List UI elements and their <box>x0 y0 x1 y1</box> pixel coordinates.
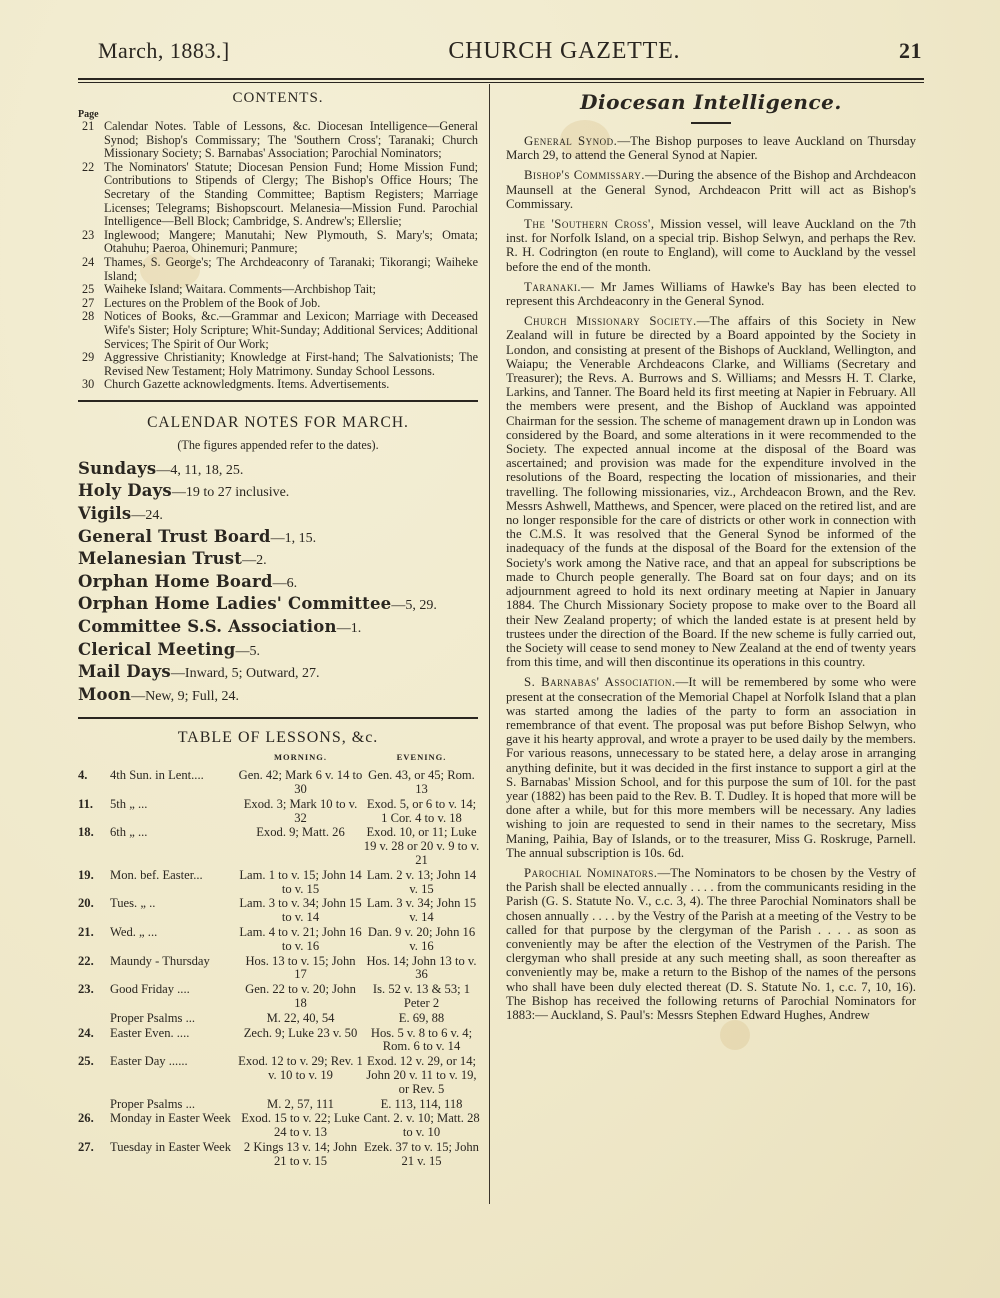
calendar-label: Moon <box>78 684 132 704</box>
lesson-evening: Exod. 5, or 6 to v. 14; 1 Cor. 4 to v. 18 <box>366 796 477 825</box>
lesson-day: Tues. „ .. <box>110 896 156 911</box>
calendar-item <box>78 481 478 504</box>
contents-page: 28 <box>82 309 95 324</box>
contents-text: Calendar Notes. Table of Lessons, &c. Diocesan Intelligence—General Synod; Bishop's Commissary; The 'Southern Cross'; Taranaki; Church Missionary Society; S. Barnabas' Association; Parochial Nominators; <box>104 119 478 161</box>
calendar-value: —1, 15. <box>270 530 317 546</box>
lesson-morning: Gen. 22 to v. 20; John 18 <box>245 982 356 1010</box>
news-text: —The Bishop purposes to leave Auckland on Thursday March 29, to attend the General Synod at Napier. <box>506 134 916 163</box>
lesson-date: 20. <box>78 896 94 911</box>
contents-title: CONTENTS. <box>232 90 324 106</box>
calendar-item <box>78 527 478 550</box>
lesson-evening: Is. 52 v. 13 & 53; 1 Peter 2 <box>372 982 471 1010</box>
calendar-item <box>78 549 478 572</box>
lesson-day: 6th „ ... <box>110 825 148 840</box>
section-rule <box>78 717 478 719</box>
contents-page: 22 <box>82 159 95 174</box>
news-heading: The 'Southern Cross', <box>524 217 655 232</box>
news-paragraph <box>506 168 916 211</box>
lessons-row <box>78 869 480 898</box>
contents-page: 25 <box>82 282 95 297</box>
lesson-date: 25. <box>78 1054 94 1069</box>
lesson-date: 26. <box>78 1111 94 1126</box>
news-text: Mission vessel, will leave Auckland on the 7th inst. for Norfolk Island, on a special trip. Bishop Selwyn, and perhaps the Rev. R. H. Codrington (en route to England), will come to Auckland by the vessel before the end of the month. <box>506 217 917 274</box>
calendar-item <box>78 640 478 663</box>
calendar-label: General Trust Board <box>78 526 271 546</box>
lesson-morning: Zech. 9; Luke 23 v. 50 <box>243 1025 358 1040</box>
news-heading: Church Missionary Society. <box>524 314 697 329</box>
lesson-day: Maundy - Thursday <box>110 953 210 968</box>
lessons-row <box>78 1112 480 1141</box>
contents-text: Thames, S. George's; The Archdeaconry of Taranaki; Tikorangi; Waiheke Island; <box>104 254 478 283</box>
lessons-row <box>78 769 480 798</box>
lesson-day: Proper Psalms ... <box>110 1096 196 1111</box>
lessons-row <box>78 1012 480 1027</box>
lesson-day: 5th „ ... <box>110 796 148 811</box>
contents-item <box>78 283 478 297</box>
news-text: —During the absence of the Bishop and Archdeacon Maunsell at the General Synod, Archdeacon Pritt will act as Bishop's Commissary. <box>506 168 916 211</box>
contents-item <box>78 297 478 311</box>
contents-text: Notices of Books, &c.—Grammar and Lexicon; Marriage with Deceased Wife's Sister; Holy Scripture; Whit-Sunday; Additional Services; Additional Services; The Spirit of Our Work; <box>104 309 478 351</box>
news-heading: S. Barnabas' Association. <box>524 675 676 690</box>
calendar-list <box>78 459 478 708</box>
lessons-row <box>78 897 480 926</box>
calendar-item <box>78 459 478 482</box>
lesson-morning: Exod. 15 to v. 22; Luke 24 to v. 13 <box>241 1111 360 1140</box>
contents-item <box>78 351 478 378</box>
contents-page-label: Page <box>78 109 99 120</box>
lesson-date: 11. <box>78 796 94 811</box>
lesson-morning: M. 2, 57, 111 <box>267 1096 334 1111</box>
news-text: —The affairs of this Society in New Zealand will in future be directed by a Board appointed by the Society in London, and consisting at present of the Bishops of Auckland, Wellington, and Waiapu; the Venerable Archdeacons Clarke, and Williams (Secretary and Treasurer); the Revs. A. Burrows and S. Williams; and Messrs H. T. Clarke, Larkins, and Tanner. The Board held its first meeting at Napier in February. All the members were present, and the Bishop of Auckland was appointed Chairman for the session. The scheme of management drawn up in London was considered by the Board, and some alterations in it were recommended to the Society. The expected annual income at the disposal of the Board was ascertained; and provision was made for the expenditure involved in the resolutions of the Board, respecting the location of missionaries, and their travelling. The following missionaries, viz., Archdeacon Brown, and the Rev. Messrs Ashwell, Matthews, and Spencer, were placed on the retired list, and are no longer responsible for the care of districts or other work in connection with the C.M.S. It was resolved that the General Synod be informed of the inadequacy of the funds at the disposal of the Board for the extension of the Society's work among the Native race, and that an appeal for subscriptions be made to Church people generally. The Board sat on four days; and on its adjournment agreed to hold its next ordinary meeting at Napier in January 1884. The Church Missionary Society propose to make over to the Board all their New Zealand property; of which the landed estate is at present held by trustees under the direction of the Board. If the new scheme is fully carried out, the Society will cease to send money to New Zealand at the end of twenty years from this time, and will then discontinue its operations in this country. <box>506 314 916 670</box>
lesson-evening: E. 69, 88 <box>398 1010 445 1025</box>
contents-page: 30 <box>82 377 95 392</box>
contents-page: 29 <box>82 350 95 365</box>
page-number: 21 <box>898 38 922 63</box>
contents-text: Church Gazette acknowledgments. Items. Advertisements. <box>104 377 390 392</box>
lesson-morning: 2 Kings 13 v. 14; John 21 to v. 15 <box>243 1139 358 1168</box>
calendar-value: —5, 29. <box>391 598 437 614</box>
lesson-date: 21. <box>78 924 94 939</box>
lesson-evening: Hos. 14; John 13 to v. 36 <box>366 953 477 982</box>
contents-text: Lectures on the Problem of the Book of Job. <box>104 295 321 310</box>
contents-text: Inglewood; Mangere; Manutahi; New Plymouth, S. Mary's; Omata; Otahuhu; Paeroa, Ohinemuri; Panmure; <box>104 227 478 256</box>
column-divider <box>489 84 490 1204</box>
calendar-label: Sundays <box>78 458 157 478</box>
contents-text: Waiheke Island; Waitara. Comments—Archbishop Tait; <box>104 282 376 297</box>
news-text: —It will be remembered by some who were present at the consecration of the Memorial Chapel at Norfolk Island that a plan was started among the ladies of the party to form an association in remembrance of that event. The proposal was put before Bishop Selwyn, who gave it his hearty approval, and wrote a prayer to be used daily by the members. For various reasons, unnecessary to be stated here, a delay arose in arranging anything definite, but it was decided in the first instance to support a girl at the S. Barnabas' Mission School, and for this purpose the sum of 10l. for the past year (1882) has been paid to the Rev. B. T. Dudley. It is hoped that more will be done after a while, but for this more members will be necessary. Any ladies wishing to join are requested to send in their names to the secretary, Miss Maning, Paihia, Bay of Islands, or to the treasurer, Miss G. Roskruge, Parnell. The annual subscription is 10s. 6d. <box>506 675 917 860</box>
calendar-label: Holy Days <box>78 481 172 501</box>
calendar-title: CALENDAR NOTES FOR MARCH. <box>147 413 409 431</box>
left-column <box>78 86 478 1170</box>
calendar-value: —24. <box>131 508 163 524</box>
lessons-row <box>78 955 480 984</box>
diocesan-title: Diocesan Intelligence. <box>580 90 842 114</box>
lesson-morning: Exod. 9; Matt. 26 <box>256 825 345 840</box>
calendar-item <box>78 662 478 685</box>
contents-item <box>78 161 478 229</box>
news-text: — Mr James Williams of Hawke's Bay has been elected to represent this Archdeaconry in the General Synod. <box>506 279 916 309</box>
lesson-evening: Exod. 10, or 11; Luke 19 v. 28 or 20 v. 9 to v. 21 <box>363 825 480 867</box>
lessons-row <box>78 926 480 955</box>
lesson-date <box>78 1012 110 1027</box>
news-heading: Taranaki. <box>524 279 582 294</box>
lesson-day: Easter Day ...... <box>110 1054 188 1069</box>
calendar-value: —New, 9; Full, 24. <box>131 688 240 704</box>
lessons-row <box>78 1055 480 1097</box>
calendar-item <box>78 572 478 595</box>
calendar-label: Orphan Home Board <box>78 571 273 591</box>
lesson-day: Wed. „ ... <box>110 924 158 939</box>
lesson-date: 19. <box>78 867 94 882</box>
contents-page: 21 <box>82 119 95 133</box>
lessons-row <box>78 1141 480 1170</box>
lesson-date: 22. <box>78 953 94 968</box>
header-rule <box>78 78 924 83</box>
news-text: —The Nominators to be chosen by the Vestry of the Parish shall be elected annually . . . . from the communicants residing in the Parish (G. S. Statute No. V., c.c. 3, 4). The three Parochial Nominators shall be chosen annually . . . . by the Vestry of the Parish at a meeting of the Vestry to be called for that purpose by the clergyman of the Parish . . . . as soon as conveniently may be after the election of the Vestrymen of the Parish. The clergyman who shall preside at any such meeting shall, as soon thereafter as conveniently may be, make a return to the Bishop of the names of the persons who shall have been duly elected thereat (D. S. Statute No. 1, c.c. 7, 10, 16). The Bishop has received the following returns of Parochial Nominators for 1883:— Auckland, S. Paul's: Messrs Stephen Edward Hughes, Andrew <box>506 865 916 1022</box>
contents-page: 27 <box>82 295 95 310</box>
lesson-evening: Ezek. 37 to v. 15; John 21 v. 15 <box>364 1139 479 1168</box>
news-paragraph <box>506 675 916 860</box>
contents-item <box>78 256 478 283</box>
lesson-morning: Exod. 3; Mark 10 to v. 32 <box>243 796 358 825</box>
calendar-label: Clerical Meeting <box>78 639 236 659</box>
running-head <box>98 38 922 72</box>
news-paragraph <box>506 280 916 308</box>
section-rule <box>78 400 478 402</box>
news-paragraph <box>506 217 916 274</box>
lesson-day: Mon. bef. Easter... <box>110 867 203 882</box>
contents-text: The Nominators' Statute; Diocesan Pension Fund; Home Mission Fund; Contributions to Stipends of Clergy; The Bishop's Office Hours; The Secretary of the Standing Committee; Baptism Registers; Marriage Licenses; Telegrams; Bishopscourt. Melanesia—Mission Fund. Parochial Intelligence—Bell Block; Cambridge, S. Andrew's; Ellerslie; <box>104 159 478 229</box>
calendar-label: Melanesian Trust <box>78 549 243 569</box>
lesson-date: 4. <box>78 768 88 783</box>
lesson-date <box>78 1098 110 1113</box>
lesson-evening: Dan. 9 v. 20; John 16 v. 16 <box>367 924 476 953</box>
lesson-date: 18. <box>78 825 94 840</box>
lessons-row <box>78 826 480 868</box>
morning-header: MORNING. <box>273 752 328 763</box>
news-heading: Parochial Nominators. <box>524 865 658 880</box>
calendar-label: Vigils <box>78 504 132 524</box>
issue-date: March, 1883.] <box>98 38 230 63</box>
lessons-row <box>78 798 480 827</box>
lesson-date: 27. <box>78 1139 94 1154</box>
news-heading: General Synod. <box>524 134 618 148</box>
news-heading: Bishop's Commissary. <box>524 168 645 183</box>
calendar-value: —6. <box>272 575 298 591</box>
lesson-evening: Cant. 2. v. 10; Matt. 28 to v. 10 <box>363 1111 480 1140</box>
contents-item <box>78 310 478 351</box>
lessons-table <box>78 749 480 1169</box>
calendar-label: Mail Days <box>78 662 171 682</box>
calendar-value: —5. <box>235 643 260 659</box>
lesson-morning: Lam. 1 to v. 15; John 14 to v. 15 <box>239 867 362 896</box>
contents-page: 24 <box>82 254 95 269</box>
lesson-date: 24. <box>78 1025 94 1040</box>
lesson-morning: Hos. 13 to v. 15; John 17 <box>245 953 356 982</box>
lesson-evening: E. 113, 114, 118 <box>380 1096 463 1111</box>
title-rule <box>691 122 731 124</box>
contents-page: 23 <box>82 227 95 242</box>
contents-item <box>78 229 478 256</box>
publication-title: CHURCH GAZETTE. <box>448 38 681 64</box>
lesson-day: Proper Psalms ... <box>110 1010 196 1025</box>
calendar-value: —1. <box>336 621 362 637</box>
lesson-morning: Lam. 3 to v. 34; John 15 to v. 14 <box>239 896 362 925</box>
lesson-evening: Gen. 43, or 45; Rom. 13 <box>368 768 475 796</box>
lesson-morning: Gen. 42; Mark 6 v. 14 to 30 <box>238 768 363 796</box>
lesson-evening: Lam. 2 v. 13; John 14 v. 15 <box>366 867 477 896</box>
lesson-day: Easter Even. .... <box>110 1025 190 1040</box>
lessons-row <box>78 1098 480 1113</box>
lesson-day: Tuesday in Easter Week <box>110 1139 232 1154</box>
lesson-date: 23. <box>78 982 94 997</box>
calendar-subtitle: (The figures appended refer to the dates). <box>177 437 379 452</box>
lesson-day: 4th Sun. in Lent.... <box>110 768 204 783</box>
contents-item <box>78 378 478 392</box>
news-paragraph <box>506 134 916 162</box>
lesson-day: Good Friday .... <box>110 982 190 997</box>
calendar-item <box>78 594 478 617</box>
calendar-label: Committee S.S. Association <box>78 617 337 637</box>
news-paragraph <box>506 866 916 1022</box>
right-column <box>506 86 916 1028</box>
calendar-value: —2. <box>242 553 267 569</box>
calendar-value: —19 to 27 inclusive. <box>171 485 290 501</box>
contents-text: Aggressive Christianity; Knowledge at First-hand; The Salvationists; The Revised New Testament; Holy Matrimony. Sunday School Lessons. <box>104 350 478 378</box>
lessons-title: TABLE OF LESSONS, &c. <box>177 729 379 747</box>
lessons-row <box>78 983 480 1012</box>
contents-item <box>78 120 478 161</box>
lesson-evening: Hos. 5 v. 8 to 6 v. 4; Rom. 6 to v. 14 <box>370 1025 473 1054</box>
contents-list <box>78 120 478 392</box>
lesson-morning: Lam. 4 to v. 21; John 16 to v. 16 <box>239 924 362 953</box>
calendar-value: —Inward, 5; Outward, 27. <box>170 666 320 682</box>
lesson-morning: M. 22, 40, 54 <box>266 1010 335 1025</box>
calendar-value: —4, 11, 18, 25. <box>156 462 244 478</box>
lesson-evening: Lam. 3 v. 34; John 15 v. 14 <box>366 896 477 925</box>
evening-header: EVENING. <box>396 752 447 763</box>
news-paragraph <box>506 314 916 669</box>
calendar-item <box>78 685 478 708</box>
lesson-day: Monday in Easter Week <box>110 1111 231 1126</box>
calendar-item <box>78 617 478 640</box>
lesson-evening: Exod. 12 v. 29, or 14; John 20 v. 11 to v. 19, or Rev. 5 <box>366 1054 477 1096</box>
calendar-label: Orphan Home Ladies' Committee <box>78 594 392 614</box>
diocesan-body <box>506 134 916 1022</box>
lesson-morning: Exod. 12 to v. 29; Rev. 1 v. 10 to v. 19 <box>238 1054 363 1082</box>
lessons-row <box>78 1027 480 1056</box>
calendar-item <box>78 504 478 527</box>
